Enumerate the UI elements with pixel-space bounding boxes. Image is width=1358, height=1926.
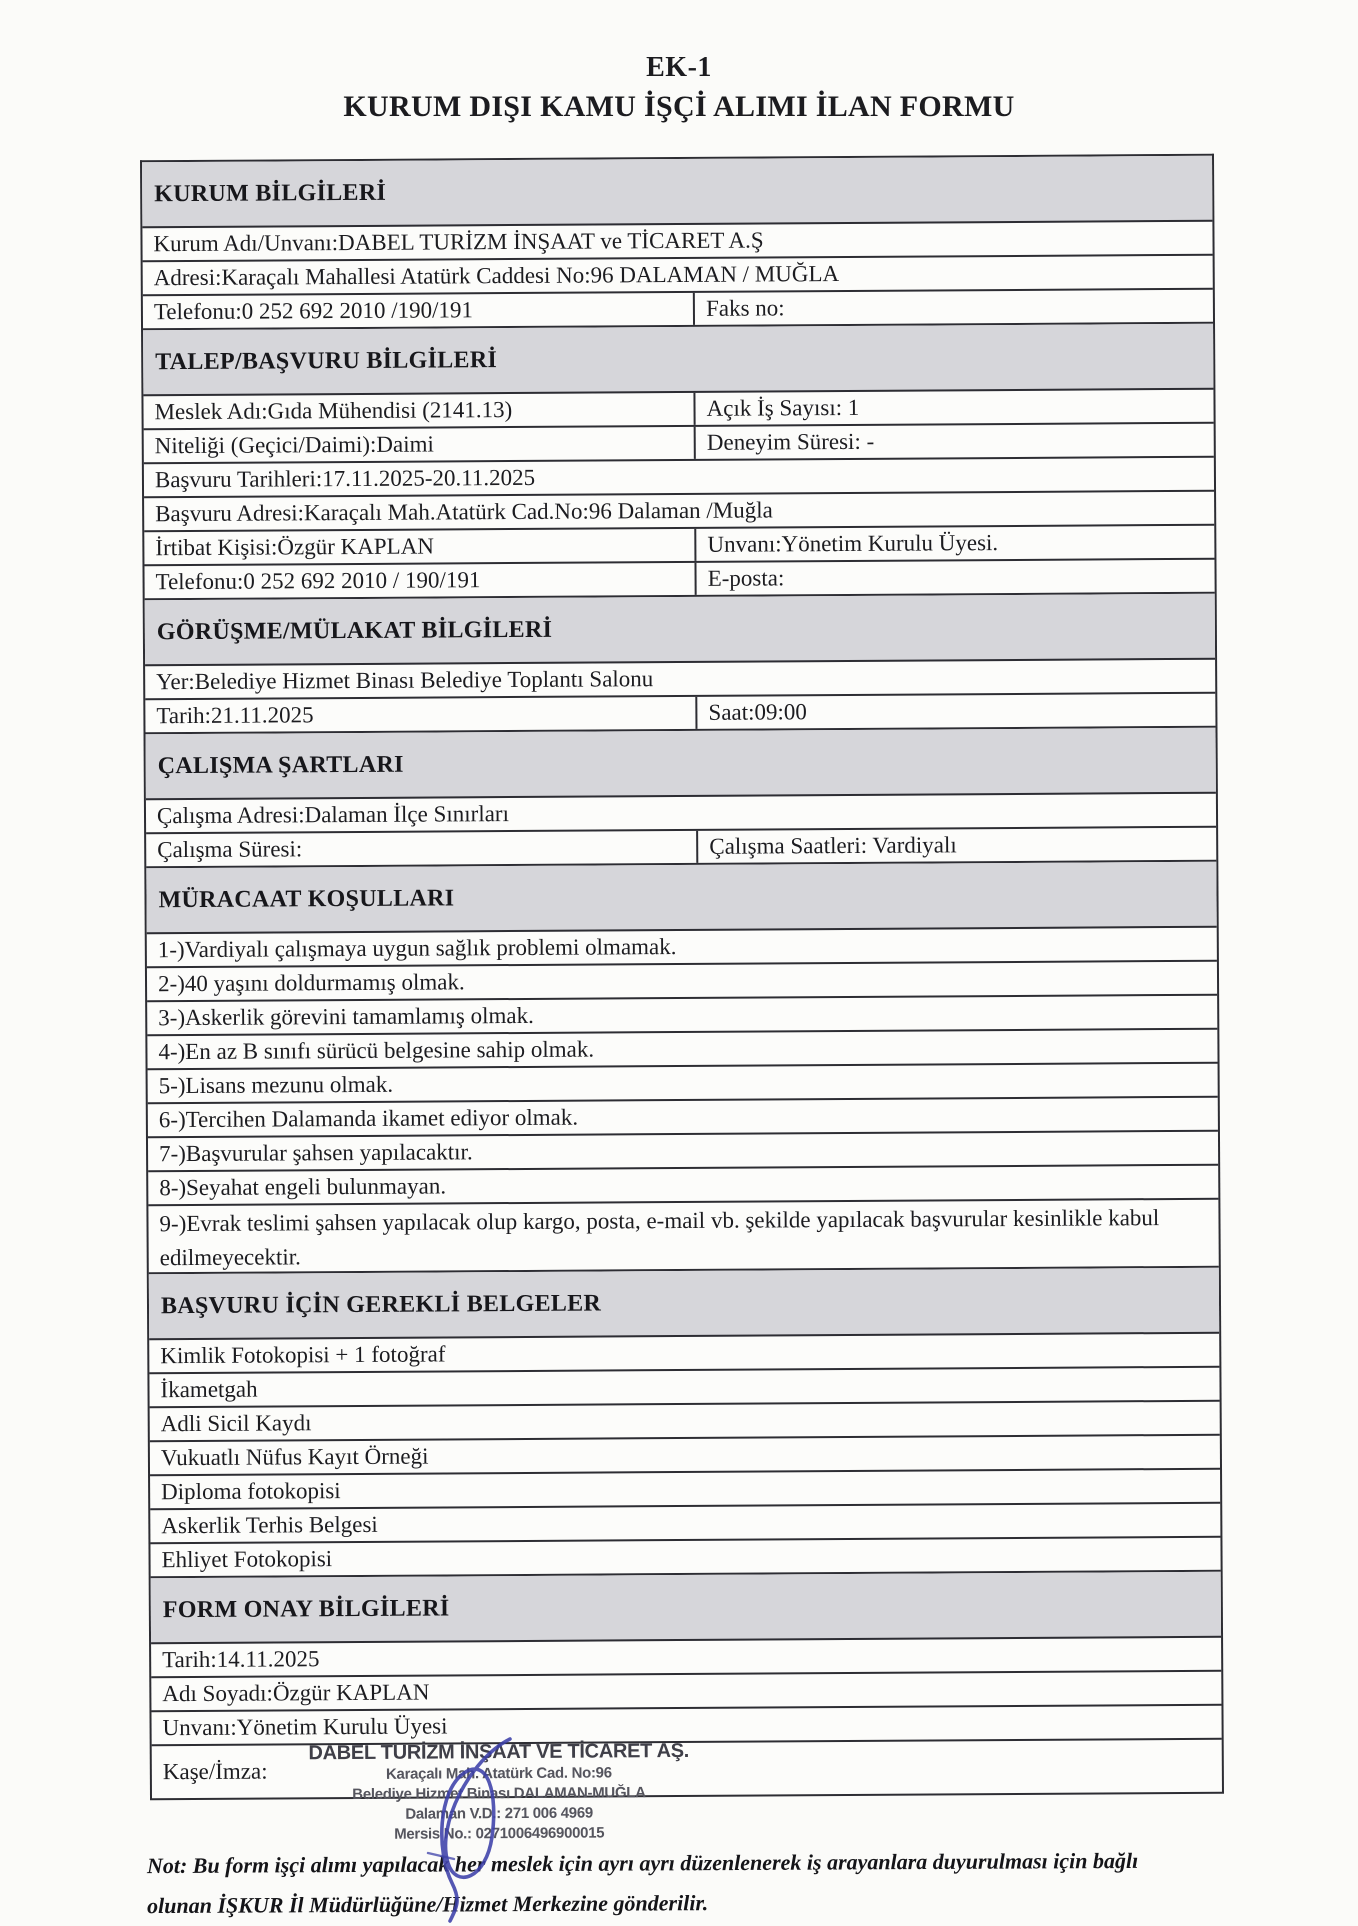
note-line-1: Not: Bu form işçi alımı yapılacak her meslek için ayrı ayrı düzenlenerek iş arayanlara duyurulması için bağlı [146, 1847, 1139, 1879]
condition-8: 8-)Seyahat engeli bulunmayan. [159, 1173, 447, 1201]
signature-scribble [398, 1733, 548, 1923]
niteligi-value: Niteliği (Geçici/Daimi):Daimi [144, 427, 696, 462]
condition-9: 9-)Evrak teslimi şahsen yapılacak olup kargo, posta, e-mail vb. şekilde yapılacak başvurular kesinlikle kabul edilmeyecektir. [159, 1205, 1160, 1271]
page-title: KURUM DIŞI KAMU İŞÇİ ALIMI İLAN FORMU [343, 90, 1015, 123]
footer-note [147, 1840, 1322, 1926]
telefonu2-value: Telefonu:0 252 692 2010 / 190/191 [144, 563, 696, 598]
condition-row [148, 1200, 1218, 1275]
kurum-adi-value: Kurum Adı/Unvanı:DABEL TURİZM İNŞAAT ve TİCARET A.Ş [153, 227, 764, 257]
saat-value: Saat:09:00 [708, 699, 807, 725]
stamp-address-line2: Belediye Hizmet Binası DALAMAN-MUĞLA [352, 1784, 646, 1804]
section-header-form-onay [151, 1572, 1221, 1645]
condition-6: 6-)Tercihen Dalamanda ikamet ediyor olmak. [158, 1104, 579, 1133]
section-title: TALEP/BAŞVURU BİLGİLERİ [155, 346, 498, 375]
document-6: Askerlik Terhis Belgesi [161, 1511, 378, 1539]
basvuru-adresi-value: Başvuru Adresi:Karaçalı Mah.Atatürk Cad.No:96 Dalaman /Muğla [155, 497, 773, 527]
field-kase-imza [152, 1739, 1222, 1843]
document-header [0, 50, 1358, 128]
onay-tarih-value: Tarih:14.11.2025 [162, 1646, 320, 1673]
telefonu-value: Telefonu:0 252 692 2010 /190/191 [143, 293, 695, 328]
section-title: GÖRÜŞME/MÜLAKAT BİLGİLERİ [156, 616, 553, 645]
condition-2: 2-)40 yaşını doldurmamış olmak. [157, 969, 465, 997]
stamp-address-line1: Karaçalı Mah. Atatürk Cad. No:96 [385, 1764, 612, 1783]
section-header-muracaat-kosullari [146, 862, 1216, 935]
document-1: Kimlik Fotokopisi + 1 fotoğraf [160, 1341, 446, 1369]
calisma-saatleri-value: Çalışma Saatleri: Vardiyalı [709, 832, 957, 859]
section-header-gorusme-mulakat [145, 594, 1215, 667]
basvuru-tarihleri-value: Başvuru Tarihleri:17.11.2025-20.11.2025 [154, 464, 536, 493]
kase-imza-label: Kaşe/İmza: [162, 1758, 268, 1785]
adi-soyadi-value: Adı Soyadı:Özgür KAPLAN [162, 1679, 430, 1707]
section-header-kurum-bilgileri [142, 156, 1212, 229]
document-2: İkametgah [160, 1376, 258, 1403]
faks-value: Faks no: [705, 295, 785, 321]
section-title: ÇALIŞMA ŞARTLARI [157, 751, 404, 779]
section-header-talep-basvuru [143, 324, 1213, 397]
section-header-calisma-sartlari [146, 728, 1216, 801]
unvan-value: Unvanı:Yönetim Kurulu Üyesi. [707, 530, 999, 557]
section-title: FORM ONAY BİLGİLERİ [162, 1594, 450, 1623]
document-5: Diploma fotokopisi [161, 1478, 341, 1505]
document-4: Vukuatlı Nüfus Kayıt Örneği [160, 1443, 429, 1471]
annex-label: EK-1 [646, 52, 712, 83]
section-title: MÜRACAAT KOŞULLARI [158, 884, 455, 913]
irtibat-kisisi-value: İrtibat Kişisi:Özgür KAPLAN [144, 529, 696, 564]
note-label: Not: [146, 1852, 188, 1879]
calisma-adresi-value: Çalışma Adresi:Dalaman İlçe Sınırları [156, 801, 510, 829]
section-title: BAŞVURU İÇİN GEREKLİ BELGELER [160, 1290, 602, 1319]
condition-5: 5-)Lisans mezunu olmak. [158, 1071, 394, 1099]
eposta-value: E-posta: [707, 565, 785, 591]
document-7: Ehliyet Fotokopisi [161, 1546, 333, 1573]
mulakat-tarih-value: Tarih:21.11.2025 [145, 697, 697, 732]
condition-1: 1-)Vardiyalı çalışmaya uygun sağlık problemi olmamak. [157, 934, 677, 963]
calisma-suresi-value: Çalışma Süresi: [146, 831, 698, 866]
onay-unvan-value: Unvanı:Yönetim Kurulu Üyesi [162, 1713, 448, 1741]
yer-value: Yer:Belediye Hizmet Binası Belediye Toplantı Salonu [156, 666, 654, 695]
stamp-company-name: DABEL TURİZM İNŞAAT VE TİCARET AŞ. [308, 1739, 690, 1765]
deneyim-suresi-value: Deneyim Süresi: - [706, 428, 875, 455]
note-line-2: olunan İŞKUR İl Müdürlüğüne/Hizmet Merkezine gönderilir. [147, 1890, 709, 1919]
stamp-mersis-no: Mersis No.: 0271006496900015 [394, 1824, 605, 1843]
adresi-value: Adresi:Karaçalı Mahallesi Atatürk Caddesi No:96 DALAMAN / MUĞLA [153, 261, 840, 291]
condition-7: 7-)Başvurular şahsen yapılacaktır. [158, 1139, 473, 1167]
document-3: Adli Sicil Kaydı [160, 1410, 312, 1437]
acik-is-sayisi-value: Açık İş Sayısı: 1 [706, 394, 860, 421]
section-title: KURUM BİLGİLERİ [154, 179, 387, 207]
stamp-tax-office: Dalaman V.D.: 271 006 4969 [405, 1804, 593, 1823]
section-header-gerekli-belgeler [149, 1268, 1219, 1341]
condition-4: 4-)En az B sınıfı sürücü belgesine sahip olmak. [158, 1036, 595, 1065]
condition-3: 3-)Askerlik görevini tamamlamış olmak. [158, 1002, 534, 1031]
meslek-adi-value: Meslek Adı:Gıda Mühendisi (2141.13) [143, 393, 695, 428]
form-table [140, 154, 1224, 1843]
